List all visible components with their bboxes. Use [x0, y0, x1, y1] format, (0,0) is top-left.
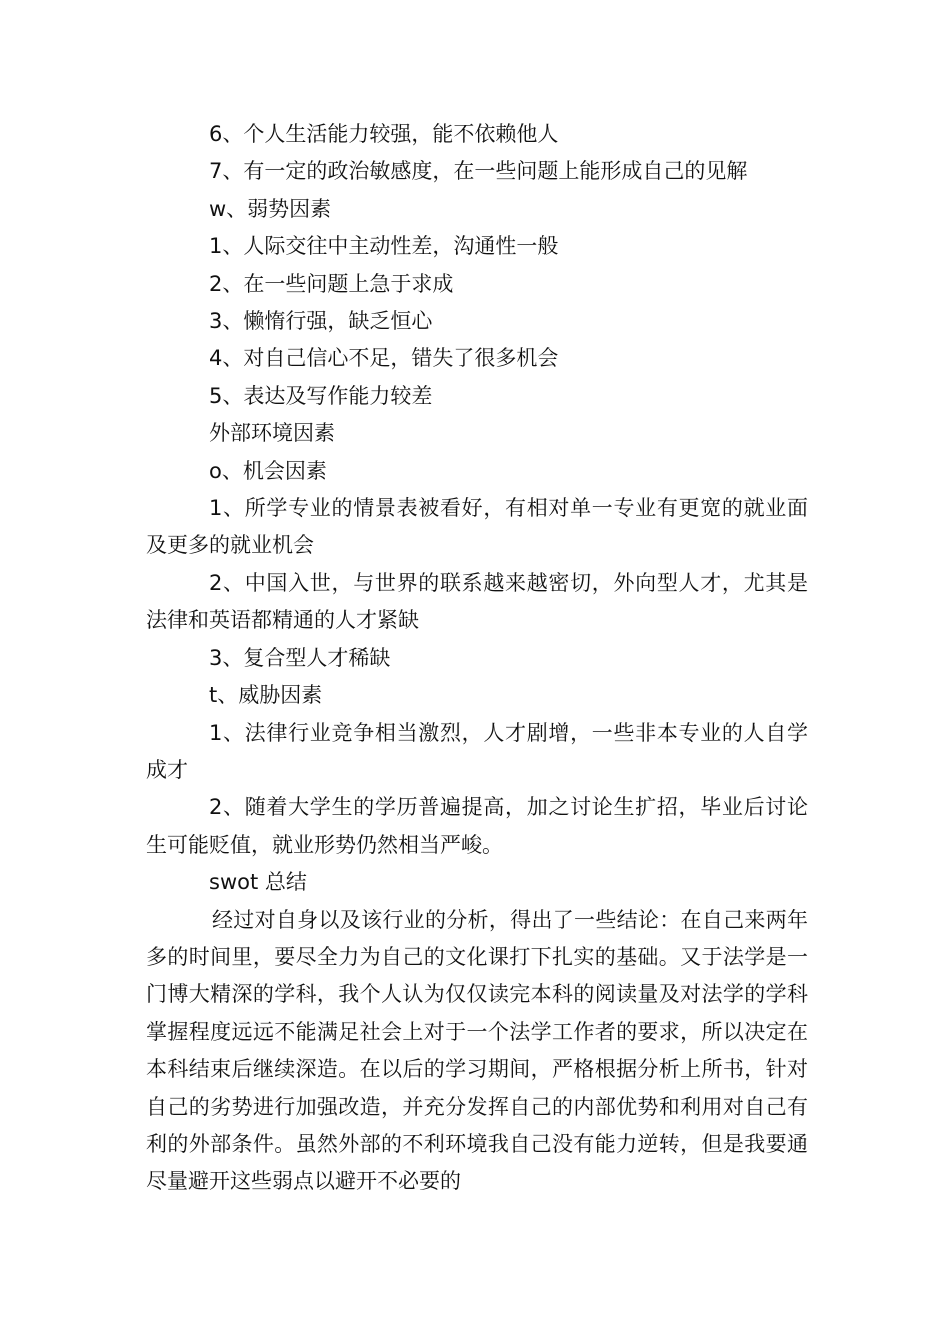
opportunity-item-2: 2、中国入世，与世界的联系越来越密切，外向型人才，尤其是法律和英语都精通的人才紧缺: [146, 570, 808, 633]
strength-item-7: 7、有一定的政治敏感度，在一些问题上能形成自己的见解: [209, 159, 748, 184]
threat-item-2: 2、随着大学生的学历普遍提高，加之讨论生扩招，毕业后讨论生可能贬值，就业形势仍然相当严峻。: [146, 795, 808, 857]
swot-summary-heading: swot 总结: [209, 870, 307, 895]
opportunity-heading: o、机会因素: [209, 458, 327, 483]
swot-summary-paragraph: 经过对自身以及该行业的分析，得出了一些结论：在自己来两年多的时间里，要尽全力为自己的文化课打下扎实的基础。又于法学是一门博大精深的学科，我个人认为仅仅读完本科的阅读量及对法学的学科掌握程度远远不能满足社会上对于一个法学工作者的要求，所以决定在本科结束后继续深造。在以后的学习期间，严格根据分析上所书，针对自己的劣势进行加强改造，并充分发挥自己的内部优势和利用对自己有利的外部条件。虽然外部的不利环境我自己没有能力逆转，但是我要通尽量避开这些弱点以避开不必要的: [146, 907, 808, 1194]
weakness-item-4: 4、对自己信心不足，错失了很多机会: [209, 346, 559, 371]
threat-item-1: 1、法律行业竞争相当激烈，人才剧增，一些非本专业的人自学成才: [146, 720, 808, 782]
weakness-heading: w、弱势因素: [209, 196, 332, 221]
external-factors-heading: 外部环境因素: [209, 421, 335, 446]
document-body: [146, 116, 808, 1201]
weakness-item-1: 1、人际交往中主动性差，沟通性一般: [209, 234, 559, 259]
threat-heading: t、威胁因素: [209, 683, 323, 708]
strength-item-6: 6、个人生活能力较强，能不依赖他人: [209, 122, 559, 146]
opportunity-item-1: 1、所学专业的情景表被看好，有相对单一专业有更宽的就业面及更多的就业机会: [146, 496, 808, 558]
weakness-item-2: 2、在一些问题上急于求成: [209, 271, 454, 296]
opportunity-item-3: 3、复合型人才稀缺: [209, 645, 391, 670]
weakness-item-5: 5、表达及写作能力较差: [209, 383, 433, 408]
weakness-item-3: 3、懒惰行强，缺乏恒心: [209, 309, 433, 334]
